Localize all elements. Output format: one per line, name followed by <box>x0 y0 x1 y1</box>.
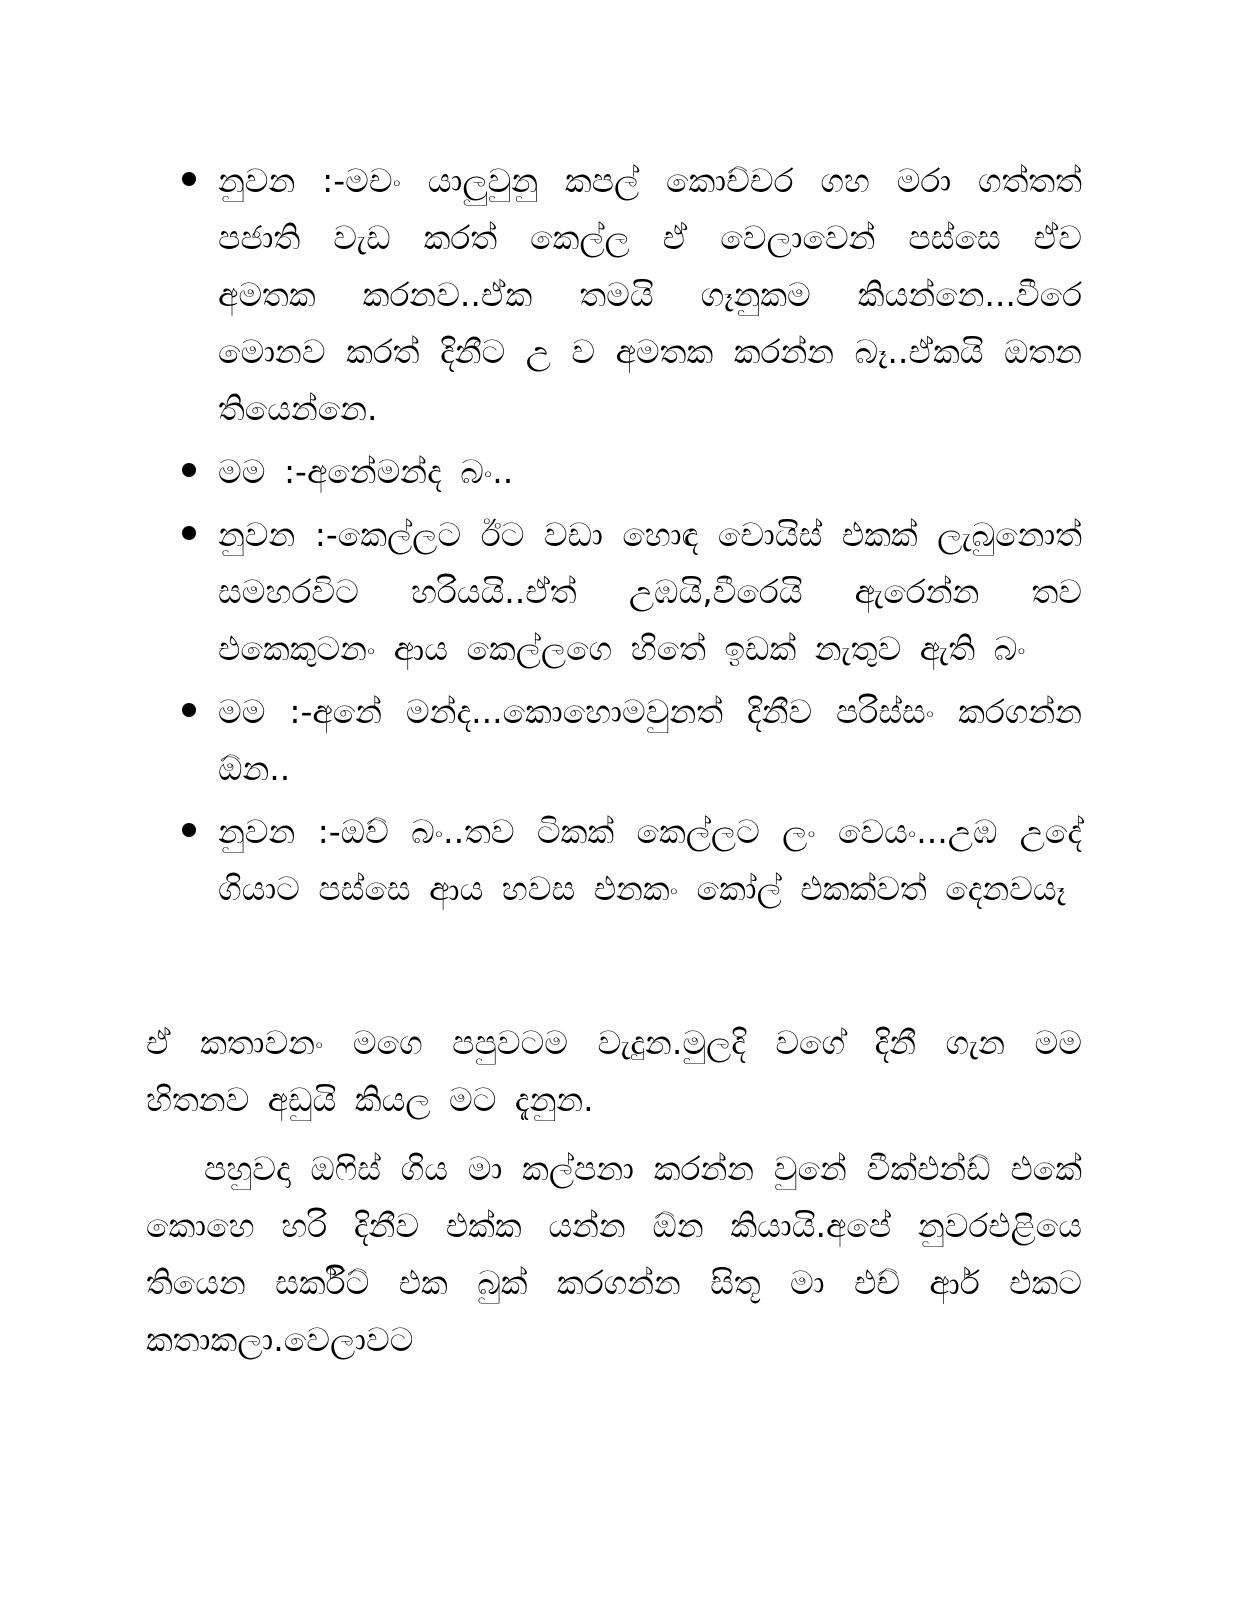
dialogue-list <box>182 152 1082 923</box>
narrative-paragraph-2: පහුවදා ඔෆිස් ගිය මා කල්පනා කරන්න වුනේ වීක්එන්ඩ් එකේ කොහෙ හරි දිනීව එක්ක යන්න ඕන කියායි.අපේ නුවරඑළියෙ තියෙන සර්කිට් එක බුක් කරගන්න සිතූ මා එච් ආර් එකට කතාකලා.වෙලාවට <box>146 1149 1082 1359</box>
dialogue-item-nuwana-2 <box>182 506 1082 677</box>
dialogue-text: මම :-අනේමන්ද බං.. <box>218 452 514 491</box>
bullet-icon <box>182 463 196 477</box>
dialogue-item-nuwana-1 <box>182 152 1082 437</box>
dialogue-text: නුවන :-මචං යාලුවුනු කපල් කොච්චර ගහ මරා ගත්තත් පජාති වැඩ කරත් කෙල්ල ඒ වෙලාවෙන් පස්සෙ ඒව අමතක කරනව..ඒක තමයි ගෑනුකම කියන්නෙ...වීරෙ මොනව කරත් දිනීට උ ව අමතක කරන්න බෑ..ඒකයි ඔතන තියෙන්නෙ. <box>218 161 1082 428</box>
bullet-icon <box>182 823 196 837</box>
dialogue-item-mama-2 <box>182 683 1082 797</box>
dialogue-text: මම :-අනේ මන්ද...කොහොමවුනත් දිනීව පරිස්සං කරගන්න ඕන.. <box>218 692 1082 788</box>
dialogue-text: නුවන :-කෙල්ලට ඊට වඩා හොඳ චොයිස් එකක් ලැබුනොත් සමහරවිට හරියයි..ඒත් උඹයි,වීරෙයි ඇරෙන්න තව එකෙකුටනං ආය කෙල්ලගෙ හිතේ ඉඩක් නැතුව ඇති බං <box>218 515 1082 668</box>
dialogue-item-mama-1 <box>182 443 1082 500</box>
dialogue-text: නුවන :-ඔව් බං..තව ටිකක් කෙල්ලට ලං වෙයං...උඹ උදේ ගියාට පස්සෙ ආය හවස එනකං කෝල් එකක්වත් දෙනවයෑ <box>218 812 1082 908</box>
bullet-icon <box>182 703 196 717</box>
narrative-paragraph-1: ඒ කතාවනං මගෙ පපුවටම වැදුන.මුලදි වගේ දිනී ගැන මම හිතනව අඩුයි කියල මට දැනුන. <box>146 1023 1082 1119</box>
bullet-icon <box>182 172 196 186</box>
bullet-icon <box>182 526 196 540</box>
dialogue-item-nuwana-3 <box>182 803 1082 917</box>
